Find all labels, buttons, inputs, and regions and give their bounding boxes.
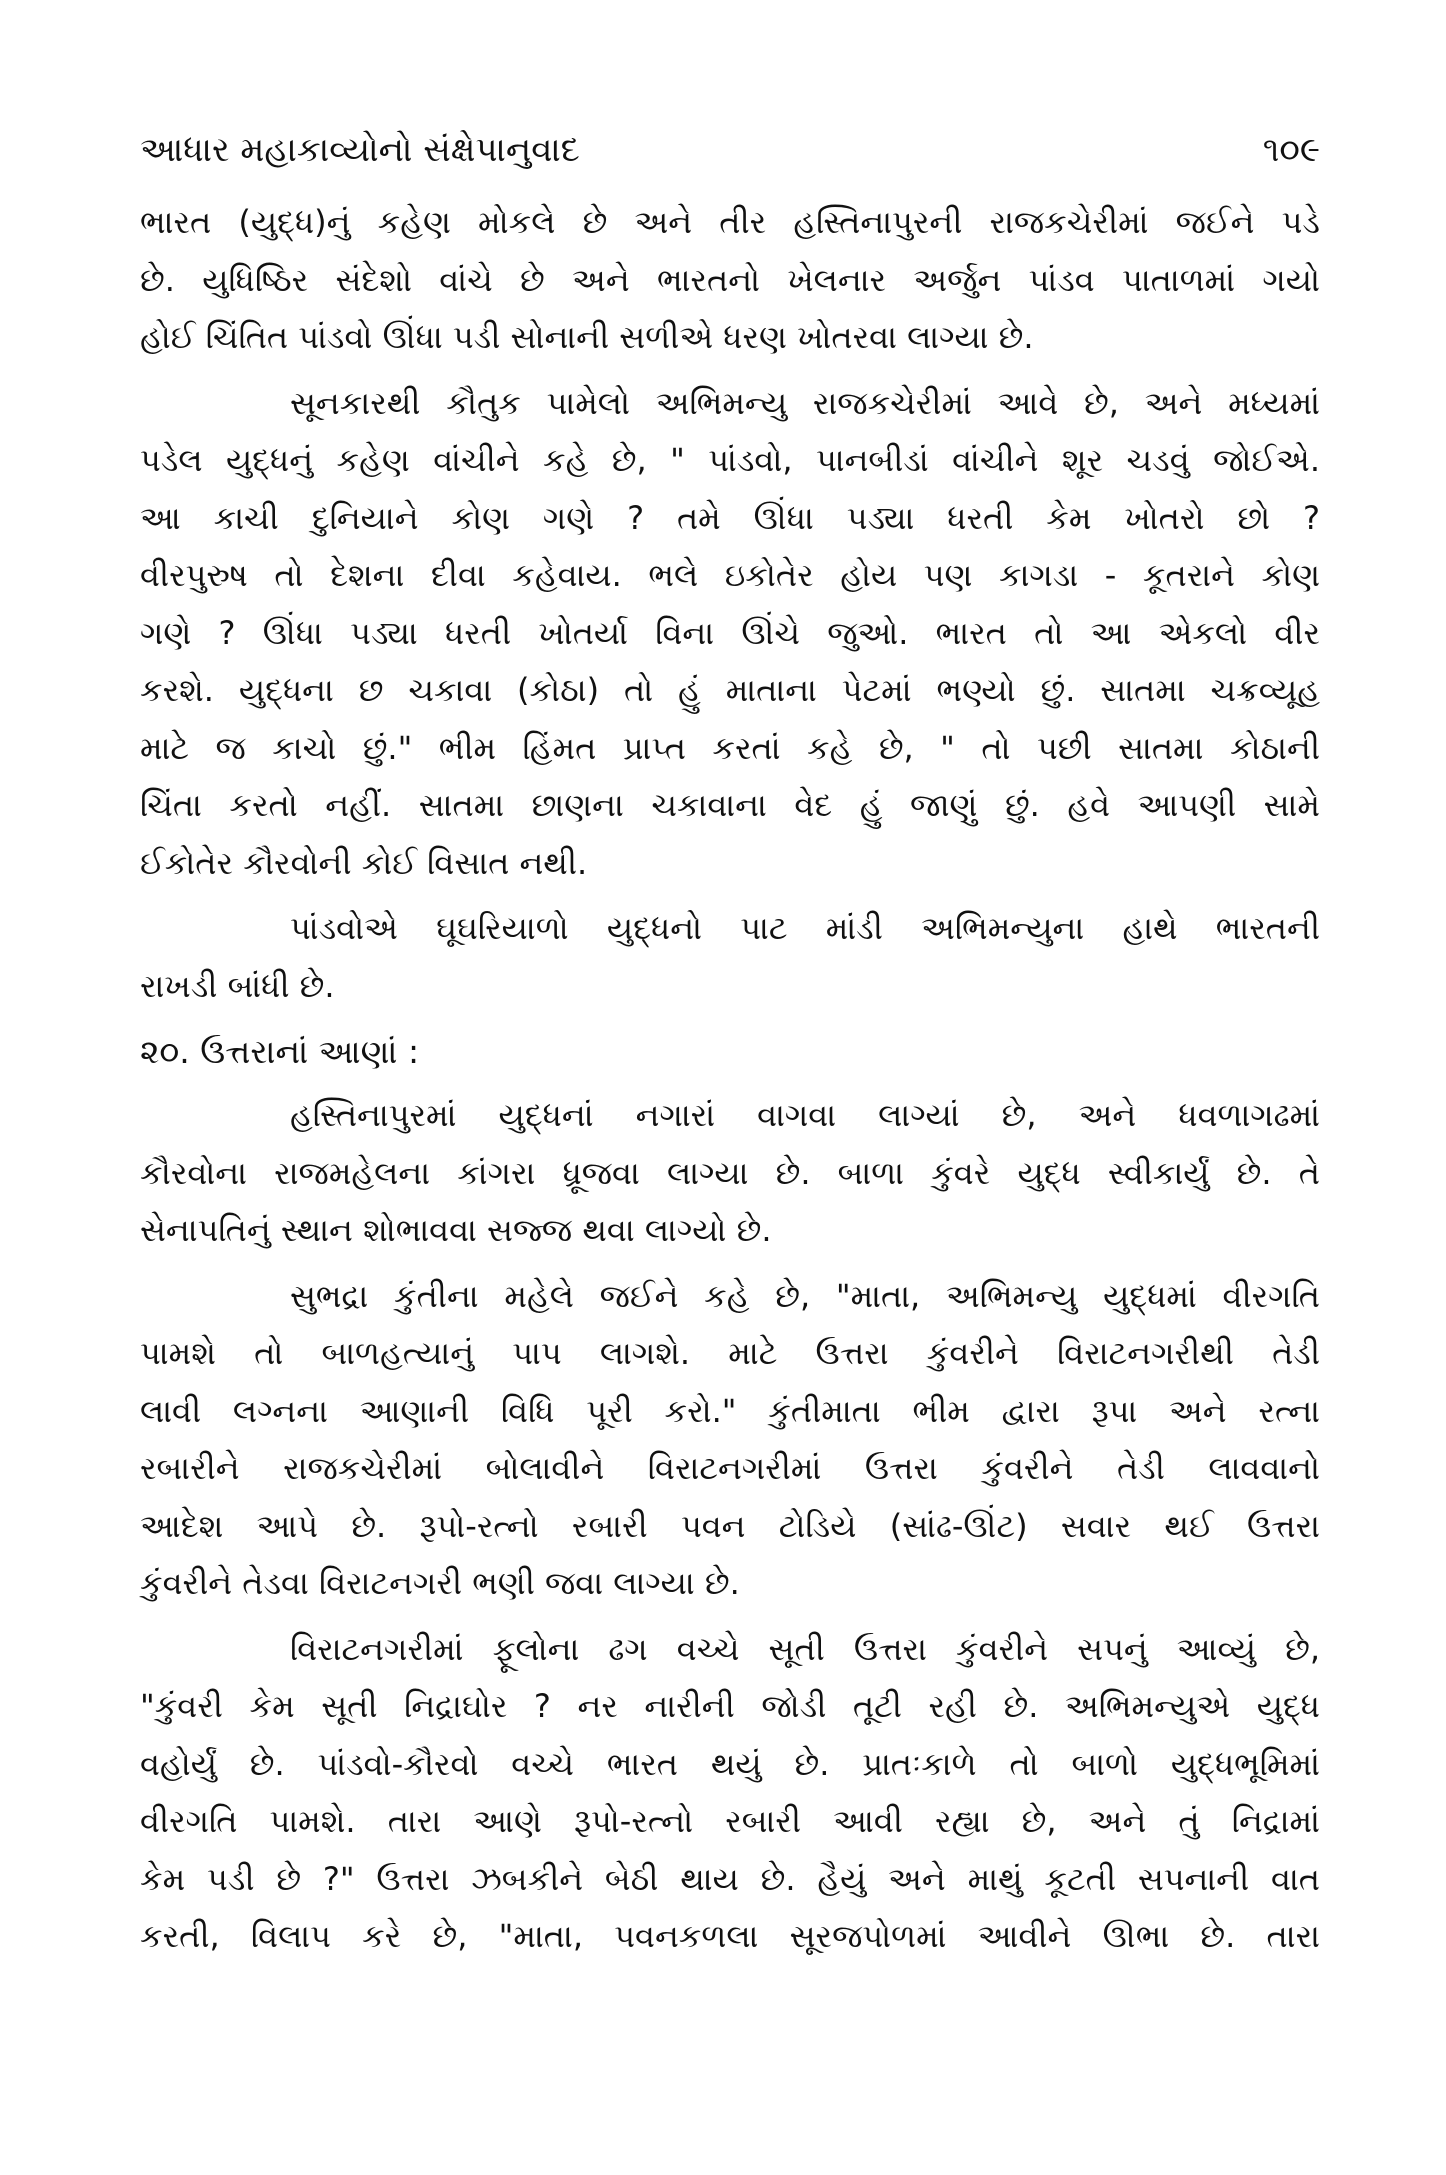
text-line: ઈકોતેર કૌરવોની કોઈ વિસાત નથી.	[140, 843, 588, 882]
paragraph-4	[140, 1087, 1320, 1260]
text-line: સેનાપતિનું સ્થાન શોભાવવા સજ્જ થવા લાગ્યો છે.	[140, 1211, 772, 1249]
page-number: ૧૦૯	[1262, 130, 1320, 170]
running-title: આધાર મહાકાવ્યોનો સંક્ષેપાનુવાદ	[140, 130, 580, 170]
running-header	[140, 120, 1320, 180]
text-line: છે. યુધિષ્ઠિર સંદેશો વાંચે છે અને ભારતનો ખેલનાર અર્જુન પાંડવ પાતાળમાં ગયો	[140, 260, 1320, 299]
text-line: સુભદ્રા કુંતીના મહેલે જઈને કહે છે, "માતા, અભિમન્યુ યુદ્ધમાં વીરગતિ	[290, 1276, 1320, 1315]
text-line: કૌરવોના રાજમહેલના કાંગરા ધ્રૂજવા લાગ્યા છે. બાળા કુંવરે યુદ્ધ સ્વીકાર્યું છે. તે	[140, 1153, 1320, 1192]
text-line: રાખડી બાંધી છે.	[140, 966, 335, 1005]
text-line: માટે જ કાચો છું." ભીમ હિંમત પ્રાપ્ત કરતાં કહે છે, " તો પછી સાતમા કોઠાની	[140, 728, 1320, 767]
text-line: કરશે. યુદ્ધના છ ચકાવા (કોઠા) તો હું માતાના પેટમાં ભણ્યો છું. સાતમા ચક્રવ્યૂહ	[140, 671, 1320, 709]
text-line: હસ્તિનાપુરમાં યુદ્ધનાં નગારાં વાગવા લાગ્યાં છે, અને ધવળાગઢમાં	[290, 1096, 1320, 1134]
text-line: વિરાટનગરીમાં ફૂલોના ઢગ વચ્ચે સૂતી ઉત્તરા કુંવરીને સપનું આવ્યું છે,	[290, 1629, 1320, 1668]
paragraph-5	[140, 1268, 1320, 1613]
text-line: "કુંવરી કેમ સૂતી નિદ્રાઘોર ? નર નારીની જોડી તૂટી રહી છે. અભિમન્યુએ યુદ્ધ	[140, 1687, 1320, 1725]
text-line: વહોર્યું છે. પાંડવો-કૌરવો વચ્ચે ભારત થયું છે. પ્રાતઃકાળે તો બાળો યુદ્ધભૂમિમાં	[140, 1744, 1320, 1783]
text-line: સૂનકારથી કૌતુક પામેલો અભિમન્યુ રાજકચેરીમાં આવે છે, અને મધ્યમાં	[290, 383, 1320, 422]
text-line: કુંવરીને તેડવા વિરાટનગરી ભણી જવા લાગ્યા છે.	[140, 1564, 740, 1602]
book-page	[140, 120, 1320, 1966]
section-heading: ૨૦. ઉત્તરાનાં આણાં :	[140, 1032, 420, 1071]
text-line: પામશે તો બાળહત્યાનું પાપ લાગશે. માટે ઉત્તરા કુંવરીને વિરાટનગરીથી તેડી	[140, 1334, 1320, 1372]
text-line: લાવી લગ્નના આણાની વિધિ પૂરી કરો." કુંતીમાતા ભીમ દ્વારા રૂપા અને રત્ના	[140, 1391, 1320, 1430]
text-line: આદેશ આપે છે. રૂપો-રત્નો રબારી પવન ટોડિયે (સાંઢ-ઊંટ) સવાર થઈ ઉત્તરા	[140, 1506, 1320, 1545]
text-line: કેમ પડી છે ?" ઉત્તરા ઝબકીને બેઠી થાય છે. હૈયું અને માથું કૂટતી સપનાની વાત	[140, 1859, 1320, 1898]
text-line: ભારત (યુદ્ધ)નું કહેણ મોકલે છે અને તીર હસ્તિનાપુરની રાજકચેરીમાં જઈને પડે	[140, 203, 1320, 241]
text-line: આ કાચી દુનિયાને કોણ ગણે ? તમે ઊંધા પડ્યા ધરતી કેમ ખોતરો છો ?	[140, 498, 1320, 537]
paragraph-3	[140, 900, 1320, 1015]
text-line: વીરપુરુષ તો દેશના દીવા કહેવાય. ભલે ઇકોતેર હોય પણ કાગડા - કૂતરાને કોણ	[140, 556, 1320, 594]
text-line: ચિંતા કરતો નહીં. સાતમા છાણના ચકાવાના વેદ હું જાણું છું. હવે આપણી સામે	[140, 786, 1320, 824]
paragraph-2	[140, 375, 1320, 893]
text-line: હોઈ ચિંતિત પાંડવો ઊંધા પડી સોનાની સળીએ ધરણ ખોતરવા લાગ્યા છે.	[140, 318, 1034, 356]
text-line: વીરગતિ પામશે. તારા આણે રૂપો-રત્નો રબારી આવી રહ્યા છે, અને તું નિદ્રામાં	[140, 1802, 1320, 1840]
paragraph-1	[140, 194, 1320, 367]
text-line: પડેલ યુદ્ધનું કહેણ વાંચીને કહે છે, " પાંડવો, પાનબીડાં વાંચીને શૂર ચડવું જોઈએ.	[140, 441, 1320, 479]
paragraph-6	[140, 1621, 1320, 1966]
text-line: પાંડવોએ ઘૂઘરિયાળો યુદ્ધનો પાટ માંડી અભિમન્યુના હાથે ભારતની	[290, 909, 1320, 947]
text-line: કરતી, વિલાપ કરે છે, "માતા, પવનકળલા સૂરજપોળમાં આવીને ઊભા છે. તારા	[140, 1917, 1320, 1955]
text-line: રબારીને રાજકચેરીમાં બોલાવીને વિરાટનગરીમાં ઉત્તરા કુંવરીને તેડી લાવવાનો	[140, 1449, 1320, 1487]
text-line: ગણે ? ઊંધા પડ્યા ધરતી ખોતર્યા વિના ઊંચે જુઓ. ભારત તો આ એકલો વીર	[140, 613, 1320, 652]
